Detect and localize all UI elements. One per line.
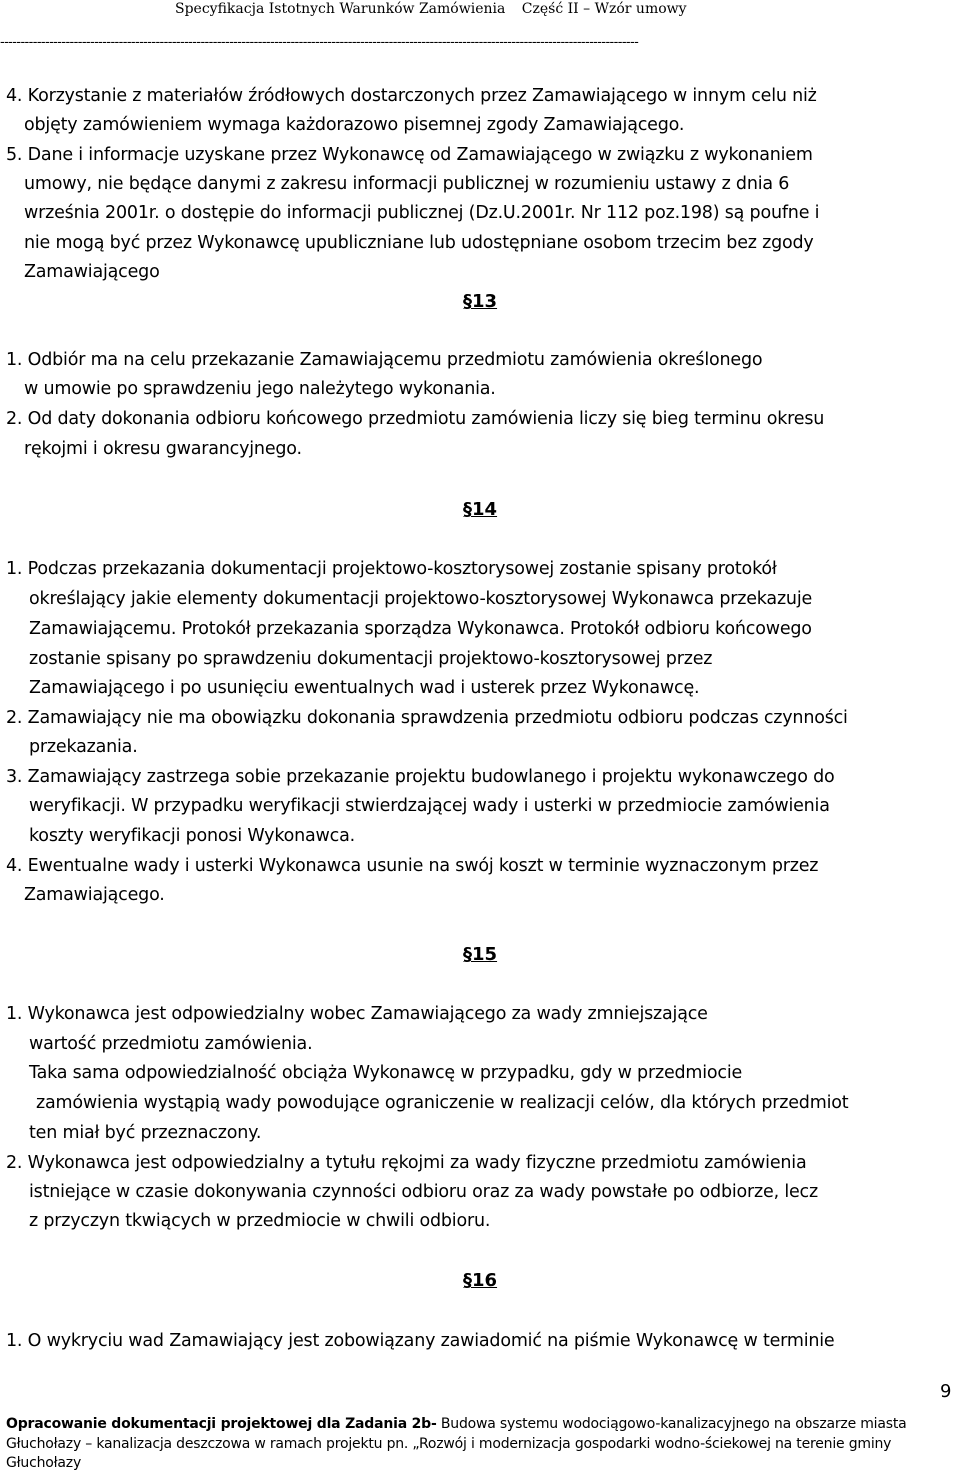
section-heading-13: §13 [463,291,498,312]
text-line: istniejące w czasie dokonywania czynności odbioru oraz za wady powstałe po odbiorze, lecz [29,1182,818,1202]
text-line: wartość przedmiotu zamówienia. [29,1034,313,1054]
section-heading-15: §15 [463,944,498,965]
text-line: Zamawiającego i po usunięciu ewentualnych wad i usterek przez Wykonawcę. [29,678,700,698]
text-line: 2. Od daty dokonania odbioru końcowego przedmiotu zamówienia liczy się bieg terminu okresu [6,409,825,429]
text-line: 1. Odbiór ma na celu przekazanie Zamawiającemu przedmiotu zamówienia określonego [6,350,763,370]
footer-title-rest: Budowa systemu wodociągowo-kanalizacyjnego na obszarze miasta [436,1416,907,1432]
page-number: 9 [940,1381,952,1402]
text-line: 3. Zamawiający zastrzega sobie przekazanie projektu budowlanego i projektu wykonawczego do [6,767,835,787]
footer-bold-title: Opracowanie dokumentacji projektowej dla Zadania 2b- [6,1416,437,1432]
text-line: weryfikacji. W przypadku weryfikacji stwierdzającej wady i usterki w przedmiocie zamówienia [29,796,830,816]
text-line: września 2001r. o dostępie do informacji publicznej (Dz.U.2001r. Nr 112 poz.198) są poufne i [24,203,820,223]
section-heading-16: §16 [463,1270,498,1291]
text-line: 1. Podczas przekazania dokumentacji projektowo-kosztorysowej zostanie spisany protokół [6,559,777,579]
header-part-title: Część II – Wzór umowy [521,1,687,17]
text-line: 2. Zamawiający nie ma obowiązku dokonania sprawdzenia przedmiotu odbioru podczas czynności [6,708,848,728]
header-document-title: Specyfikacja Istotnych Warunków Zamówienia [175,1,506,17]
text-line: 5. Dane i informacje uzyskane przez Wykonawcę od Zamawiającego w związku z wykonaniem [6,145,813,165]
text-line: określający jakie elementy dokumentacji projektowo-kosztorysowej Wykonawca przekazuje [29,589,813,609]
text-line: zostanie spisany po sprawdzeniu dokumentacji projektowo-kosztorysowej przez [29,649,713,669]
header-rule: ------------------------------------------------------------------------------------------------------------------------------------------------------------ [0,35,639,50]
text-line: Zamawiającemu. Protokół przekazania sporządza Wykonawca. Protokół odbioru końcowego [29,619,812,639]
text-line: 4. Ewentualne wady i usterki Wykonawca usunie na swój koszt w terminie wyznaczonym przez [6,856,819,876]
text-line: objęty zamówieniem wymaga każdorazowo pisemnej zgody Zamawiającego. [24,115,685,135]
footer-line: Głuchołazy [6,1455,82,1471]
text-line: 1. Wykonawca jest odpowiedzialny wobec Zamawiającego za wady zmniejszające [6,1004,708,1024]
page-header [175,0,687,18]
text-line: Zamawiającego. [24,885,165,905]
footer-line [6,1415,907,1434]
text-line: 2. Wykonawca jest odpowiedzialny a tytułu rękojmi za wady fizyczne przedmiotu zamówienia [6,1153,807,1173]
footer-line: Głuchołazy – kanalizacja deszczowa w ramach projektu pn. „Rozwój i modernizacja gospodarki wodno-ściekowej na terenie gminy [6,1436,892,1452]
text-line: nie mogą być przez Wykonawcę upubliczniane lub udostępniane osobom trzecim bez zgody [24,233,814,253]
text-line: 4. Korzystanie z materiałów źródłowych dostarczonych przez Zamawiającego w innym celu niż [6,86,817,106]
text-line: koszty weryfikacji ponosi Wykonawca. [29,826,355,846]
text-line: Zamawiającego [24,262,160,282]
section-heading-14: §14 [463,499,498,520]
text-line: ten miał być przeznaczony. [29,1123,262,1143]
text-line: Taka sama odpowiedzialność obciąża Wykonawcę w przypadku, gdy w przedmiocie [29,1063,743,1083]
text-line: zamówienia wystąpią wady powodujące ograniczenie w realizacji celów, dla których przedmiot [36,1093,849,1113]
text-line: w umowie po sprawdzeniu jego należytego wykonania. [24,379,496,399]
text-line: rękojmi i okresu gwarancyjnego. [24,439,302,459]
text-line: 1. O wykryciu wad Zamawiający jest zobowiązany zawiadomić na piśmie Wykonawcę w terminie [6,1331,835,1351]
text-line: przekazania. [29,737,138,757]
text-line: umowy, nie będące danymi z zakresu informacji publicznej w rozumieniu ustawy z dnia 6 [24,174,790,194]
text-line: z przyczyn tkwiących w przedmiocie w chwili odbioru. [29,1211,491,1231]
